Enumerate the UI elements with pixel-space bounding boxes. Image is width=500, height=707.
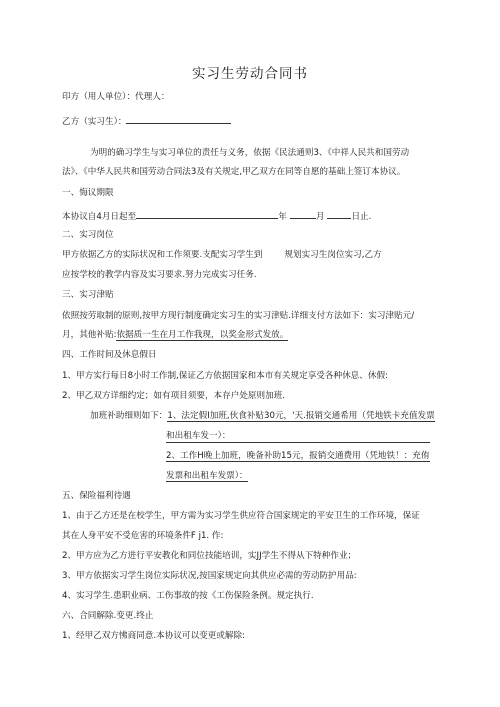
- term-blank-2: [290, 209, 316, 219]
- insurance-item-4: 4、实习学生.患职业病、工伤事故的按《工伤保险条例。规定执行.: [62, 591, 314, 601]
- allowance-other-label: 月，其他补贴:: [62, 330, 117, 340]
- party-b-line: [62, 114, 231, 128]
- position-line-1: [62, 250, 382, 261]
- position-text-b: 规划实习生岗位实习,乙方: [284, 250, 382, 260]
- overtime-rule-2: 2、工作H晚上加班，晚备补助15元，报销交通费用（凭地铁！：充侑: [166, 451, 430, 461]
- section-3-heading: 三、实习津贴: [62, 290, 114, 300]
- overtime-line-2: [166, 431, 430, 443]
- position-line-2: 应按学校的教学内容及实习要求.努力完成实习任务.: [62, 270, 257, 280]
- term-month-text: 月: [315, 212, 325, 222]
- term-year-text: 年: [278, 212, 287, 222]
- position-text-a: 甲方依据乙方的实际状况和工作须要.支配实习学生到: [62, 250, 263, 260]
- overtime-line-3: [166, 451, 430, 462]
- term-start-text: 本协议自4月日起至: [62, 212, 137, 222]
- insurance-item-1-line-1: 1、由于乙方还是在校学生，甲方需为实习学生供应符合国家规定的平安卫生的工作环境，保证: [62, 511, 420, 521]
- term-blank-1: [136, 209, 278, 219]
- insurance-item-3: 3、甲方依据实习学生岗位实际状况,按国家规定向其供应必需的劳动防护用品:: [62, 571, 357, 581]
- overtime-rule-2-cont: 发票和出租车发票）：: [166, 471, 248, 481]
- allowance-other-text: 依据质一生在月工作我现，以奖金形式发放。: [116, 330, 289, 340]
- work-hours-item-1: 1、甲方实行每日8小时工作制,保证乙方依据国家和本市有关规定享受各种休息、休假:: [62, 371, 388, 381]
- preamble-line-1: 为明的确习学生与实习单位的责任与义务，依据《民法通则3、《中祥人民共和国劳动: [90, 148, 410, 158]
- section-1-heading: 一、悔议期限: [62, 188, 114, 198]
- overtime-label: 加班补助细则如下：: [90, 411, 168, 421]
- term-day-text: 日止.: [351, 212, 372, 222]
- overtime-rule-1: 1、法定假I加班,伙食补贴30元，'天.报销交通希用（凭地铁卡充值发票: [167, 411, 435, 421]
- section-6-heading: 六、合同解除.变更.终止: [62, 611, 154, 621]
- work-hours-item-2: 2、甲乙双方详细约定；如有项目须要，本存户处原则加班.: [62, 391, 286, 401]
- party-b-blank: [126, 114, 231, 124]
- term-line: [62, 209, 371, 223]
- insurance-item-1-line-2: 其在人身平安不受危害的环境条件F j1. 作:: [62, 531, 224, 541]
- allowance-line-2: [62, 330, 288, 341]
- insurance-item-2: 2、甲方应为乙方进行平安教化和同位技能培训，实JJ学生不得从下特种作业；: [62, 551, 357, 561]
- section-4-heading: 四、工作时间及休息假日: [62, 350, 157, 360]
- section-2-heading: 二、实习岗位: [62, 230, 114, 240]
- overtime-rule-1-cont: 和出租车发一）：: [166, 431, 430, 443]
- party-b-label: 乙方（实习生）：: [62, 117, 127, 127]
- party-a-line: 印方（用人单位）：代理人：: [62, 92, 170, 102]
- overtime-line-4: [166, 471, 248, 482]
- document-title: 实习生劳动合同书: [192, 66, 308, 82]
- overtime-line-1: [90, 411, 435, 422]
- termination-item-1: 1、经甲乙双方怫商同意.本协议可以变更或解除:: [62, 631, 245, 641]
- allowance-line-1: 依照按劳取制的原则,按甲方现行制度确定实习生的实习津贴.详细支付方法如下：实习津贴元/: [62, 311, 415, 321]
- section-5-heading: 五、保险福利待遇: [62, 491, 131, 501]
- preamble-line-2: 法》、《中华人民共和国劳动合同法3及有关规定,甲乙双方在同等自愿的基础上签订本协议。: [62, 167, 406, 177]
- term-blank-3: [327, 209, 351, 219]
